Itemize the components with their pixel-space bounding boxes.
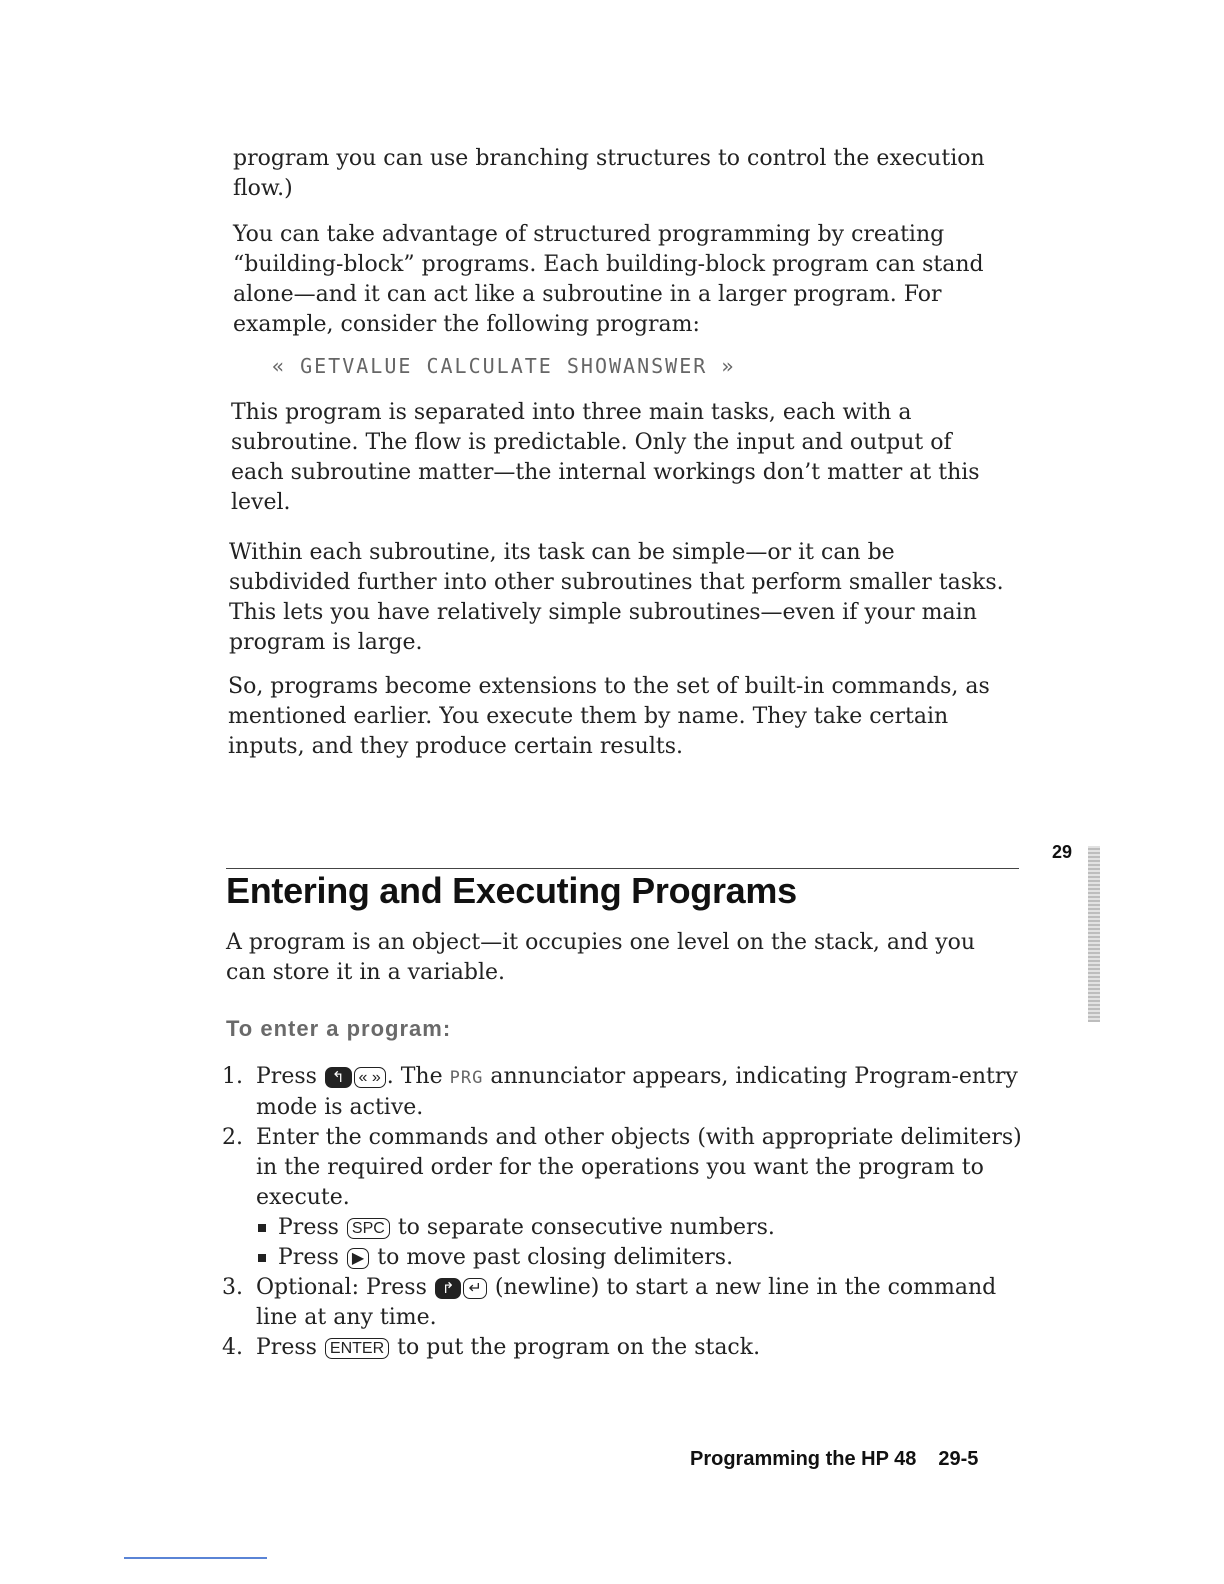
step-text: (newline) to start a new line in the command line at any time. [256, 1275, 997, 1330]
right-arrow-key: ▶ [347, 1248, 369, 1269]
paragraph-building-blocks: You can take advantage of structured programming by creating “building-block” programs. Each building-block program can stand alone—and it can act like a subroutine in a larger program. For example, consider the following program: [233, 222, 984, 337]
paragraph-three-tasks: This program is separated into three main tasks, each with a subroutine. The flow is predictable. Only the input and output of each subroutine matter—the internal workings don’t matter at this level. [231, 400, 980, 515]
step-number: 4. [222, 1335, 243, 1360]
page-footer [690, 1448, 978, 1471]
step-text: Press [256, 1335, 317, 1360]
scan-edge-line [124, 1557, 267, 1559]
enter-key: ENTER [325, 1338, 389, 1359]
chapter-tab-marker [1088, 846, 1100, 1022]
paragraph-execution-flow: program you can use branching structures to control the execution flow.) [233, 146, 985, 201]
paragraph-extensions: So, programs become extensions to the set of built-in commands, as mentioned earlier. You execute them by name. They take certain inputs, and they produce certain results. [228, 674, 990, 759]
step-1 [222, 1062, 1022, 1123]
bullet-text: to separate consecutive numbers. [397, 1215, 775, 1240]
step-number: 3. [222, 1275, 243, 1300]
step-text: Press [256, 1064, 317, 1089]
section-title: Entering and Executing Programs [226, 870, 797, 911]
footer-title: Programming the HP 48 [690, 1448, 917, 1470]
step-4 [222, 1333, 1022, 1363]
program-example-code: « GETVALUE CALCULATE SHOWANSWER » [272, 354, 736, 378]
chapter-number: 29 [1052, 842, 1073, 862]
step-number: 1. [222, 1064, 243, 1089]
step-text: . The [386, 1064, 443, 1089]
spc-key: SPC [347, 1218, 390, 1239]
section-intro: A program is an object—it occupies one level on the stack, and you can store it in a variable. [226, 930, 976, 985]
right-shift-key: ↱ [435, 1278, 462, 1299]
step-text: to put the program on the stack. [397, 1335, 761, 1360]
bullet-icon [258, 1254, 266, 1262]
prg-annunciator: PRG [449, 1068, 484, 1088]
bullet-icon [258, 1224, 266, 1232]
bullet-text: to move past closing delimiters. [377, 1245, 734, 1270]
section-rule [226, 868, 1019, 869]
bullet-item [256, 1213, 1022, 1243]
procedure-heading: To enter a program: [226, 1016, 452, 1041]
bullet-text: Press [278, 1245, 339, 1270]
page-number: 29-5 [938, 1448, 979, 1470]
bullet-item [256, 1243, 1022, 1273]
step-number: 2. [222, 1125, 243, 1150]
newline-key: ↵ [463, 1278, 486, 1299]
step-2-bullets [256, 1213, 1022, 1273]
procedure-steps [222, 1062, 1022, 1363]
left-shift-key: ↰ [325, 1067, 352, 1088]
step-text: Enter the commands and other objects (with appropriate delimiters) in the required order for the operations you want the program to execute. [256, 1125, 1022, 1210]
step-text: Optional: Press [256, 1275, 427, 1300]
paragraph-subroutines: Within each subroutine, its task can be simple—or it can be subdivided further into other subroutines that perform smaller tasks. This lets you have relatively simple subroutines—even if your main program is large. [229, 540, 1004, 655]
program-delimiters-key: « » [354, 1067, 386, 1088]
bullet-text: Press [278, 1215, 339, 1240]
step-3 [222, 1273, 1022, 1333]
step-2 [222, 1123, 1022, 1273]
step-text: annunciator appears, indicating Program-entry mode is active. [256, 1064, 1018, 1120]
